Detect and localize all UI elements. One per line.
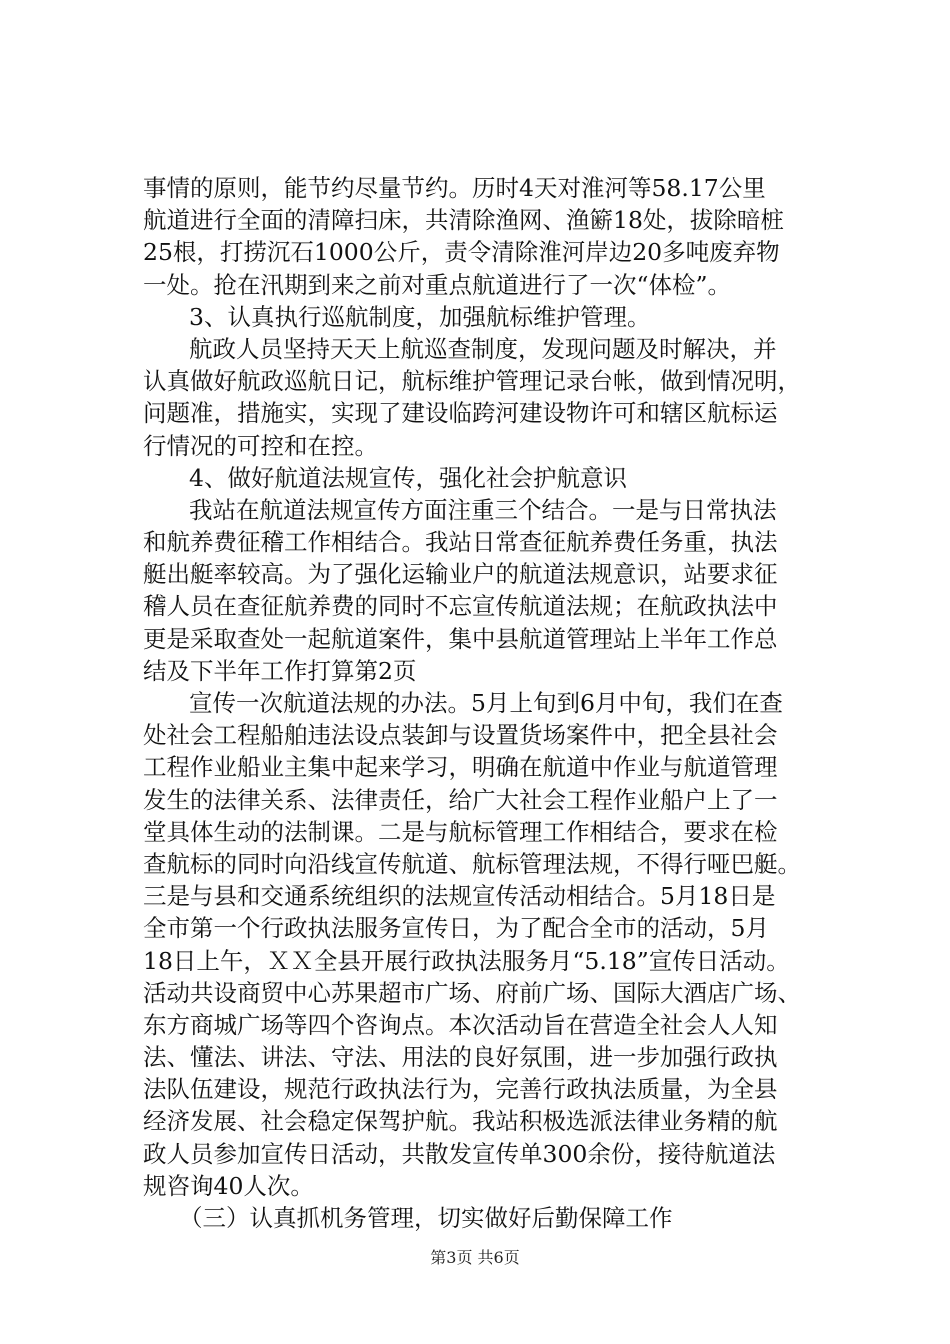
text-line: 经济发展、社会稳定保驾护航。我站积极选派法律业务精的航 [143, 1107, 778, 1136]
text-line: 东方商城广场等四个咨询点。本次活动旨在营造全社会人人知 [143, 1010, 778, 1039]
text-line: 三是与县和交通系统组织的法规宣传活动相结合。5月18日是 [143, 882, 776, 911]
text-line: 处社会工程船舶违法设点装卸与设置货场案件中，把全县社会 [143, 721, 778, 750]
text-line: 我站在航道法规宣传方面注重三个结合。一是与日常执法 [189, 495, 777, 524]
text-line: 法、懂法、讲法、守法、用法的良好氛围，进一步加强行政执 [143, 1043, 778, 1072]
text-line: 更是采取查处一起航道案件，集中县航道管理站上半年工作总 [143, 624, 778, 653]
text-line: 工程作业船业主集中起来学习，明确在航道中作业与航道管理 [143, 753, 778, 782]
text-line: 25根，打捞沉石1000公斤，责令清除淮河岸边20多吨废弃物 [143, 238, 780, 267]
text-line: 政人员参加宣传日活动，共散发宣传单300余份，接待航道法 [143, 1139, 776, 1168]
text-line: 稽人员在查征航养费的同时不忘宣传航道法规；在航政执法中 [143, 592, 778, 621]
page-footer: 第3页 共6页 [430, 1248, 520, 1267]
text-line: 发生的法律关系、法律责任，给广大社会工程作业船户上了一 [143, 785, 778, 814]
text-line: 活动共设商贸中心苏果超市广场、府前广场、国际大酒店广场、 [143, 978, 801, 1007]
text-line: 结及下半年工作打算第2页 [143, 656, 417, 685]
text-line: 3、认真执行巡航制度，加强航标维护管理。 [189, 302, 651, 331]
text-line: 认真做好航政巡航日记，航标维护管理记录台帐，做到情况明， [143, 367, 801, 396]
text-line: 事情的原则，能节约尽量节约。历时4天对淮河等58.17公里 [143, 174, 766, 202]
text-line: 一处。抢在汛期到来之前对重点航道进行了一次“体检”。 [143, 270, 732, 299]
text-line: 查航标的同时向沿线宣传航道、航标管理法规，不得行哑巴艇。 [143, 849, 801, 878]
text-line: 艇出艇率较高。为了强化运输业户的航道法规意识，站要求征 [143, 560, 778, 589]
text-line: 规咨询40人次。 [143, 1171, 314, 1200]
text-line: 堂具体生动的法制课。二是与航标管理工作相结合，要求在检 [143, 817, 778, 846]
text-line: 问题准，措施实，实现了建设临跨河建设物许可和辖区航标运 [143, 399, 778, 428]
text-line: 法队伍建设，规范行政执法行为，完善行政执法质量，为全县 [143, 1075, 778, 1104]
text-line: 行情况的可控和在控。 [143, 431, 378, 460]
text-line: 18日上午，ＸＸ全县开展行政执法服务月“5.18”宣传日活动。 [143, 946, 790, 975]
text-line: 航政人员坚持天天上航巡查制度，发现问题及时解决，并 [189, 334, 777, 363]
text-line: 航道进行全面的清障扫床，共清除渔网、渔簖18处，拔除暗桩 [143, 206, 784, 235]
text-line: 4、做好航道法规宣传，强化社会护航意识 [189, 463, 627, 492]
text-line: 全市第一个行政执法服务宣传日，为了配合全市的活动，5月 [143, 914, 769, 943]
document-body [143, 172, 815, 1234]
text-line: 宣传一次航道法规的办法。5月上旬到6月中旬，我们在查 [189, 689, 783, 717]
text-line: 和航养费征稽工作相结合。我站日常查征航养费任务重，执法 [143, 528, 778, 557]
section-heading-line: （三）认真抓机务管理，切实做好后勤保障工作 [179, 1204, 673, 1232]
